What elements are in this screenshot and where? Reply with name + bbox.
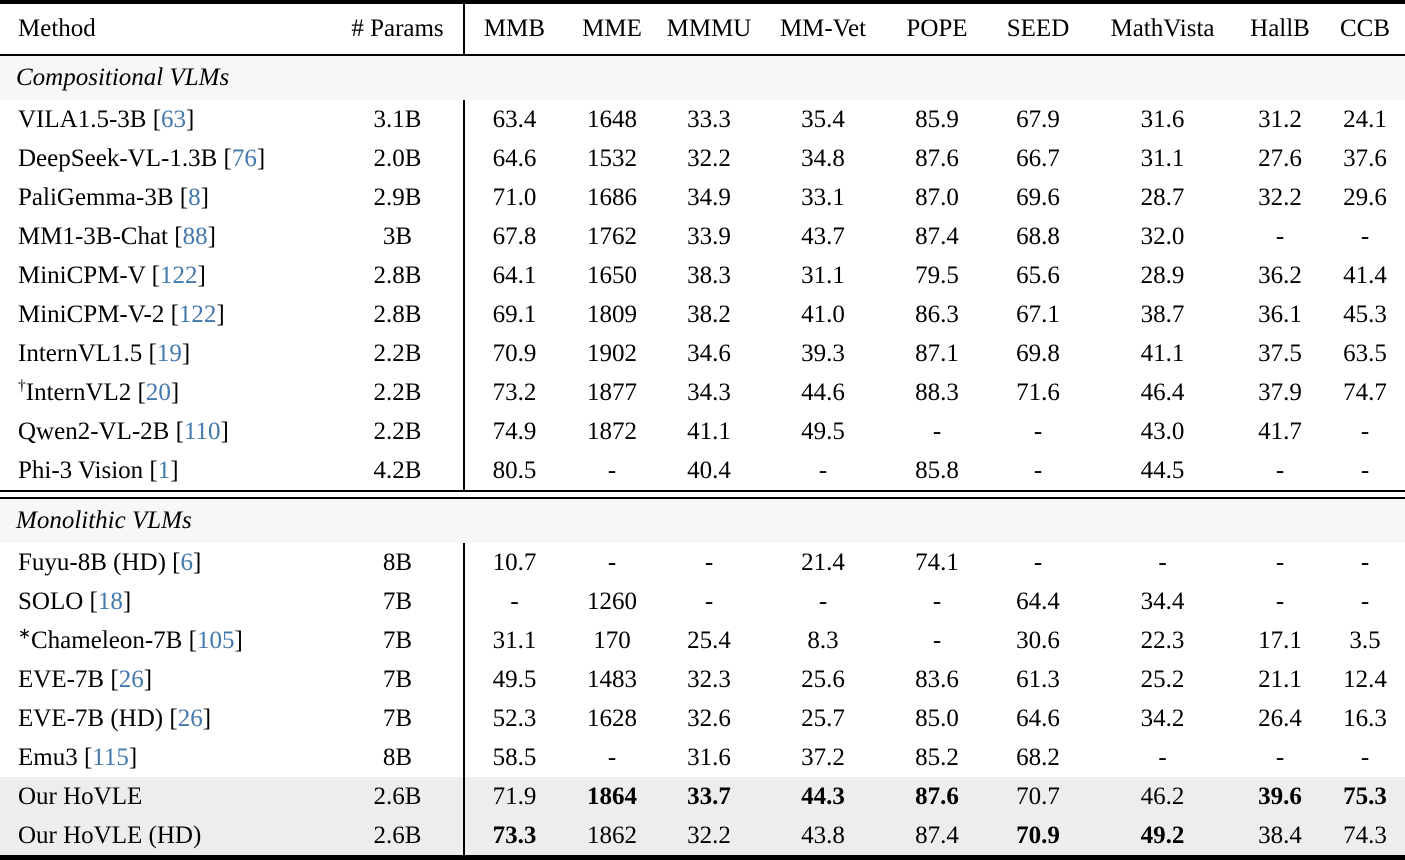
metric-cell-seed: -	[1033, 456, 1043, 484]
method-cell: MiniCPM-V [122]	[18, 261, 206, 289]
params-cell: 2.8B	[373, 300, 422, 328]
method-cell: MM1-3B-Chat [88]	[18, 222, 216, 250]
section-header-row	[0, 55, 1405, 100]
col-header-pope: POPE	[888, 2, 986, 55]
params-cell: 2.6B	[332, 816, 464, 858]
metric-cell-pope: 79.5	[915, 261, 959, 289]
method-name: Fuyu-8B (HD)	[18, 548, 166, 576]
table-row	[0, 334, 1405, 373]
metric-cell-mathvista: 41.1	[1140, 339, 1185, 367]
method-cell: SOLO [18]	[18, 587, 132, 615]
metric-cell-mmb: 74.9	[464, 412, 564, 451]
col-header-mm-vet: MM-Vet	[758, 2, 888, 55]
method-name: SOLO	[18, 587, 84, 615]
metric-cell-mmb: 64.1	[464, 256, 564, 295]
table-row	[0, 100, 1405, 139]
section-label: Monolithic VLMs	[0, 498, 1405, 543]
cite-link[interactable]: 20	[145, 378, 171, 406]
cite-link[interactable]: 18	[97, 587, 123, 615]
metric-cell-mmb: 49.5	[464, 660, 564, 699]
metric-cell-hallb: 36.1	[1258, 300, 1302, 328]
metric-cell-seed: 70.9	[986, 816, 1090, 858]
metric-cell-hallb: 37.9	[1258, 378, 1302, 406]
params-cell: 3B	[382, 222, 413, 250]
method-cell: †InternVL2 [20]	[18, 377, 180, 406]
params-cell: 7B	[382, 626, 413, 654]
params-cell: 8B	[382, 548, 413, 576]
col-header-ccb: CCB	[1325, 2, 1405, 55]
metric-cell-mm-vet: 31.1	[801, 261, 845, 289]
metric-cell-mm-vet: 25.7	[801, 704, 845, 732]
col-header-mmb: MMB	[464, 2, 564, 55]
metric-cell-hallb: 36.2	[1258, 261, 1302, 289]
table-row	[0, 660, 1405, 699]
col-header-method: Method	[0, 2, 332, 55]
metric-cell-pope: 83.6	[915, 665, 959, 693]
table-row	[0, 217, 1405, 256]
col-header-mme: MME	[564, 2, 660, 55]
params-cell: 2.2B	[373, 378, 422, 406]
metric-cell-ccb: 74.7	[1343, 378, 1387, 406]
metric-cell-mme: 1650	[587, 261, 637, 289]
method-cell	[0, 777, 332, 816]
metric-cell-ccb: 45.3	[1343, 300, 1387, 328]
metric-cell-hallb: -	[1275, 743, 1285, 771]
metric-cell-mmmu: 32.6	[687, 704, 731, 732]
method-name: Chameleon-7B	[31, 626, 183, 654]
metric-cell-pope: 86.3	[915, 300, 959, 328]
metric-cell-mmmu: 32.3	[687, 665, 731, 693]
metric-cell-mmb: 73.2	[464, 373, 564, 412]
table-row	[0, 816, 1405, 858]
metric-cell-mmmu: 34.6	[687, 339, 731, 367]
metric-cell-mathvista: 32.0	[1140, 222, 1185, 250]
metric-cell-mathvista: -	[1158, 548, 1167, 576]
metric-cell-mmb: 52.3	[464, 699, 564, 738]
metric-cell-hallb: 39.6	[1235, 777, 1325, 816]
metric-cell-mm-vet: 35.4	[801, 105, 845, 133]
metric-cell-mme: 1686	[587, 183, 637, 211]
cite-link[interactable]: 122	[159, 261, 198, 289]
method-cell	[0, 816, 332, 858]
metric-cell-mmmu: 34.9	[687, 183, 731, 211]
table-row	[0, 582, 1405, 621]
method-cell: DeepSeek-VL-1.3B [76]	[18, 144, 266, 172]
col-header-hallb: HallB	[1235, 2, 1325, 55]
cite-link[interactable]: 105	[196, 626, 235, 654]
metric-cell-mm-vet: 34.8	[801, 144, 845, 172]
method-cell: Phi-3 Vision [1]	[18, 456, 179, 484]
cite-link[interactable]: 115	[92, 743, 129, 771]
metric-cell-seed: 64.4	[1016, 587, 1060, 615]
params-cell: 7B	[382, 587, 413, 615]
metric-cell-seed: 69.6	[1016, 183, 1060, 211]
method-name: EVE-7B	[18, 665, 105, 693]
metric-cell-mathvista: 34.4	[1140, 587, 1185, 615]
method-cell: MiniCPM-V-2 [122]	[18, 300, 225, 328]
metric-cell-mm-vet: 8.3	[807, 626, 839, 654]
table-row	[0, 178, 1405, 217]
metric-cell-mm-vet: 49.5	[801, 417, 845, 445]
metric-cell-mmb: 10.7	[464, 543, 564, 582]
metric-cell-mmmu: -	[704, 587, 714, 615]
table-row	[0, 699, 1405, 738]
method-name: MiniCPM-V-2	[18, 300, 165, 328]
metric-cell-hallb: -	[1275, 456, 1285, 484]
metric-cell-mm-vet: 39.3	[801, 339, 845, 367]
metric-cell-ccb: 24.1	[1343, 105, 1387, 133]
metric-cell-mmb: 70.9	[464, 334, 564, 373]
metric-cell-mme: 1628	[587, 704, 637, 732]
metric-cell-mmb: -	[464, 582, 564, 621]
table-row	[0, 295, 1405, 334]
col-header-seed: SEED	[986, 2, 1090, 55]
metric-cell-ccb: 63.5	[1343, 339, 1387, 367]
table-row	[0, 256, 1405, 295]
metric-cell-hallb: -	[1275, 587, 1285, 615]
table-row	[0, 738, 1405, 777]
metric-cell-seed: 68.2	[1016, 743, 1060, 771]
metric-cell-mm-vet: 37.2	[801, 743, 845, 771]
metric-cell-ccb: -	[1360, 417, 1370, 445]
metric-cell-ccb: 3.5	[1349, 626, 1381, 654]
metric-cell-mmmu: 25.4	[687, 626, 731, 654]
metric-cell-seed: 68.8	[1016, 222, 1060, 250]
metric-cell-ccb: 74.3	[1325, 816, 1405, 858]
method-name: InternVL2	[25, 378, 132, 406]
col-header-mathvista: MathVista	[1090, 2, 1235, 55]
method-prefix-mark: †	[18, 377, 26, 395]
method-name: Qwen2-VL-2B	[18, 417, 170, 445]
metric-cell-mm-vet: 44.6	[801, 378, 845, 406]
metric-cell-mme: 1864	[564, 777, 660, 816]
method-cell: Qwen2-VL-2B [110]	[18, 417, 229, 445]
metric-cell-mathvista: -	[1158, 743, 1167, 771]
metric-cell-mme: 1862	[564, 816, 660, 858]
table-row	[0, 777, 1405, 816]
metric-cell-pope: 87.4	[888, 816, 986, 858]
metric-cell-hallb: 21.1	[1258, 665, 1302, 693]
metric-cell-pope: 87.1	[915, 339, 959, 367]
metric-cell-hallb: -	[1275, 222, 1285, 250]
metric-cell-mme: 1483	[587, 665, 637, 693]
table-row	[0, 621, 1405, 660]
metric-cell-mme: 170	[593, 626, 631, 654]
params-cell: 3.1B	[373, 105, 422, 133]
cite-link[interactable]: 6	[180, 548, 193, 576]
metric-cell-mmmu: 32.2	[687, 144, 731, 172]
metric-cell-mme: 1762	[587, 222, 637, 250]
metric-cell-mme: -	[607, 743, 617, 771]
metric-cell-mm-vet: 41.0	[801, 300, 845, 328]
method-cell: EVE-7B [26]	[18, 665, 153, 693]
method-cell: InternVL1.5 [19]	[18, 339, 191, 367]
metric-cell-ccb: 12.4	[1343, 665, 1387, 693]
metric-cell-mme: 1532	[587, 144, 637, 172]
cite-link[interactable]: 88	[182, 222, 208, 250]
metric-cell-mathvista: 43.0	[1140, 417, 1185, 445]
metric-cell-mme: 1648	[587, 105, 637, 133]
method-name: MM1-3B-Chat	[18, 222, 168, 250]
section-separator-rule	[0, 491, 1405, 498]
section-header-row	[0, 498, 1405, 543]
metric-cell-mmb: 58.5	[464, 738, 564, 777]
metric-cell-pope: 88.3	[915, 378, 959, 406]
params-cell: 4.2B	[373, 456, 422, 484]
params-cell: 2.0B	[373, 144, 422, 172]
method-name: EVE-7B (HD)	[18, 704, 164, 732]
metric-cell-pope: 85.0	[915, 704, 959, 732]
metric-cell-mmmu: 33.9	[687, 222, 731, 250]
metric-cell-ccb: -	[1360, 587, 1370, 615]
metric-cell-mme: 1902	[587, 339, 637, 367]
metric-cell-mmmu: 41.1	[687, 417, 731, 445]
params-cell: 7B	[382, 665, 413, 693]
cite-link[interactable]: 8	[188, 183, 201, 211]
params-cell: 2.6B	[332, 777, 464, 816]
metric-cell-pope: -	[932, 587, 942, 615]
metric-cell-mm-vet: 43.7	[801, 222, 845, 250]
method-cell: PaliGemma-3B [8]	[18, 183, 209, 211]
method-name: MiniCPM-V	[18, 261, 146, 289]
metric-cell-ccb: 37.6	[1343, 144, 1387, 172]
metric-cell-mathvista: 49.2	[1090, 816, 1235, 858]
method-cell: EVE-7B (HD) [26]	[18, 704, 212, 732]
metric-cell-seed: -	[1033, 548, 1043, 576]
params-cell: 2.9B	[373, 183, 422, 211]
metric-cell-mmmu: 32.2	[660, 816, 758, 858]
metric-cell-mmmu: 34.3	[687, 378, 731, 406]
metric-cell-mme: -	[607, 456, 617, 484]
metric-cell-ccb: -	[1360, 548, 1370, 576]
table-row	[0, 139, 1405, 178]
metric-cell-seed: 67.9	[1016, 105, 1060, 133]
metric-cell-mmmu: 38.2	[687, 300, 731, 328]
metric-cell-mmmu: -	[704, 548, 714, 576]
metric-cell-mm-vet: -	[818, 587, 828, 615]
metric-cell-mathvista: 25.2	[1140, 665, 1185, 693]
metric-cell-mme: 1877	[587, 378, 637, 406]
method-cell: VILA1.5-3B [63]	[18, 105, 195, 133]
metric-cell-mathvista: 46.2	[1090, 777, 1235, 816]
col-header-mmmu: MMMU	[660, 2, 758, 55]
col-header--params: # Params	[332, 2, 464, 55]
method-name: VILA1.5-3B	[18, 105, 147, 133]
metric-cell-mmmu: 33.3	[687, 105, 731, 133]
metric-cell-mathvista: 28.9	[1140, 261, 1185, 289]
table-head	[0, 2, 1405, 55]
metric-cell-mmb: 67.8	[464, 217, 564, 256]
metric-cell-hallb: 31.2	[1258, 105, 1302, 133]
metric-cell-mme: 1809	[587, 300, 637, 328]
metric-cell-seed: 66.7	[1016, 144, 1060, 172]
method-name: Emu3	[18, 743, 78, 771]
cite-link[interactable]: 26	[118, 665, 144, 693]
metric-cell-mathvista: 31.6	[1140, 105, 1185, 133]
metric-cell-mmb: 31.1	[464, 621, 564, 660]
table-row	[0, 412, 1405, 451]
metric-cell-mathvista: 34.2	[1140, 704, 1185, 732]
metric-cell-mmmu: 31.6	[687, 743, 731, 771]
metric-cell-ccb: 41.4	[1343, 261, 1387, 289]
metric-cell-mm-vet: 43.8	[758, 816, 888, 858]
table-row	[0, 373, 1405, 412]
metric-cell-seed: 70.7	[986, 777, 1090, 816]
metric-cell-mm-vet: 21.4	[801, 548, 845, 576]
metric-cell-hallb: -	[1275, 548, 1285, 576]
params-cell: 8B	[382, 743, 413, 771]
metric-cell-mme: -	[607, 548, 617, 576]
table-row	[0, 451, 1405, 491]
metric-cell-mmb: 64.6	[464, 139, 564, 178]
metric-cell-ccb: -	[1360, 222, 1370, 250]
metric-cell-pope: 85.9	[915, 105, 959, 133]
method-name: PaliGemma-3B	[18, 183, 174, 211]
table-header-row	[0, 2, 1405, 55]
method-cell: Emu3 [115]	[18, 743, 138, 771]
metric-cell-pope: 85.2	[915, 743, 959, 771]
metric-cell-seed: 30.6	[1016, 626, 1060, 654]
params-cell: 2.8B	[373, 261, 422, 289]
method-name: InternVL1.5	[18, 339, 143, 367]
metric-cell-mm-vet: 25.6	[801, 665, 845, 693]
cite-link[interactable]: 19	[156, 339, 182, 367]
metric-cell-hallb: 38.4	[1235, 816, 1325, 858]
cite-link[interactable]: 26	[177, 704, 203, 732]
params-cell: 2.2B	[373, 417, 422, 445]
method-cell: Fuyu-8B (HD) [6]	[18, 548, 202, 576]
metric-cell-seed: 65.6	[1016, 261, 1060, 289]
method-name: Phi-3 Vision	[18, 456, 144, 484]
metric-cell-seed: -	[1033, 417, 1043, 445]
metric-cell-mm-vet: 33.1	[801, 183, 845, 211]
metric-cell-mathvista: 44.5	[1140, 456, 1185, 484]
metric-cell-mmb: 69.1	[464, 295, 564, 334]
metric-cell-pope: -	[932, 626, 942, 654]
metric-cell-hallb: 27.6	[1258, 144, 1302, 172]
metric-cell-mmb: 71.0	[464, 178, 564, 217]
metric-cell-hallb: 26.4	[1258, 704, 1302, 732]
metric-cell-mm-vet: -	[818, 456, 828, 484]
metric-cell-hallb: 32.2	[1258, 183, 1302, 211]
method-cell: ∗Chameleon-7B [105]	[18, 625, 243, 654]
metric-cell-mme: 1260	[587, 587, 637, 615]
metric-cell-mmb: 73.3	[464, 816, 564, 858]
cite-link[interactable]: 76	[231, 144, 257, 172]
params-cell: 2.2B	[373, 339, 422, 367]
method-name: Our HoVLE (HD)	[18, 821, 202, 849]
metric-cell-mathvista: 38.7	[1140, 300, 1185, 328]
metric-cell-seed: 67.1	[1016, 300, 1060, 328]
cite-link[interactable]: 63	[161, 105, 187, 133]
metric-cell-ccb: -	[1360, 456, 1370, 484]
method-name: Our HoVLE	[18, 782, 143, 810]
metric-cell-pope: 87.4	[915, 222, 959, 250]
metric-cell-seed: 69.8	[1016, 339, 1060, 367]
section-separator	[0, 491, 1405, 498]
metric-cell-hallb: 37.5	[1258, 339, 1302, 367]
metric-cell-ccb: 16.3	[1343, 704, 1387, 732]
metric-cell-pope: 87.6	[915, 144, 959, 172]
metric-cell-mmb: 71.9	[464, 777, 564, 816]
metric-cell-mmmu: 40.4	[687, 456, 731, 484]
metric-cell-pope: 74.1	[915, 548, 959, 576]
metric-cell-seed: 71.6	[1016, 378, 1060, 406]
metric-cell-hallb: 41.7	[1258, 417, 1302, 445]
cite-link[interactable]: 110	[183, 417, 221, 445]
metric-cell-mmb: 80.5	[464, 451, 564, 491]
section-label: Compositional VLMs	[0, 55, 1405, 100]
params-cell: 7B	[382, 704, 413, 732]
metric-cell-ccb: -	[1360, 743, 1370, 771]
metric-cell-seed: 61.3	[1016, 665, 1060, 693]
method-name: DeepSeek-VL-1.3B	[18, 144, 218, 172]
metric-cell-pope: 85.8	[915, 456, 959, 484]
metric-cell-mmmu: 33.7	[660, 777, 758, 816]
metric-cell-ccb: 75.3	[1325, 777, 1405, 816]
table-body	[0, 55, 1405, 858]
metric-cell-ccb: 29.6	[1343, 183, 1387, 211]
cite-link[interactable]: 122	[178, 300, 217, 328]
metric-cell-mmb: 63.4	[464, 100, 564, 139]
metric-cell-pope: -	[932, 417, 942, 445]
metric-cell-hallb: 17.1	[1258, 626, 1302, 654]
cite-link[interactable]: 1	[157, 456, 171, 484]
metric-cell-mathvista: 31.1	[1140, 144, 1185, 172]
metric-cell-seed: 64.6	[1016, 704, 1060, 732]
metric-cell-mathvista: 46.4	[1140, 378, 1185, 406]
metric-cell-pope: 87.0	[915, 183, 959, 211]
metric-cell-mme: 1872	[587, 417, 637, 445]
metric-cell-mathvista: 28.7	[1140, 183, 1185, 211]
metric-cell-mathvista: 22.3	[1140, 626, 1185, 654]
table-row	[0, 543, 1405, 582]
metric-cell-mmmu: 38.3	[687, 261, 731, 289]
method-prefix-mark: ∗	[18, 625, 31, 643]
metric-cell-pope: 87.6	[888, 777, 986, 816]
metric-cell-mm-vet: 44.3	[758, 777, 888, 816]
